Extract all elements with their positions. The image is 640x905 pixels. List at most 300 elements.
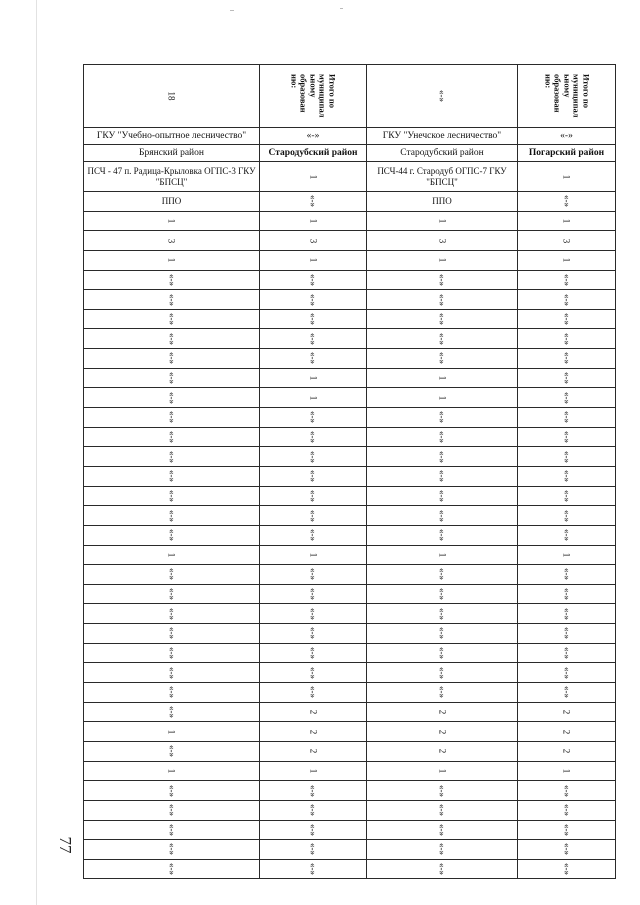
- cell-value: «-»: [166, 509, 177, 522]
- table-row: [84, 486, 616, 506]
- table-cell: [260, 800, 367, 820]
- cell-value: «-»: [437, 804, 447, 817]
- cell-value: «-»: [561, 823, 572, 836]
- table-cell: [260, 820, 367, 840]
- cell-value: «-»: [166, 529, 177, 542]
- cell-value: ГКУ "Учебно-опытное лесничество": [96, 131, 247, 141]
- cell-value: 1: [561, 552, 572, 558]
- table-cell: [367, 840, 518, 860]
- table-row: [84, 128, 616, 145]
- table-row: [84, 702, 616, 722]
- cell-value: 1: [437, 552, 447, 558]
- cell-value: «-»: [308, 647, 318, 660]
- cell-value: ГКУ "Унечское лесничество": [382, 131, 502, 141]
- cell-value: «-»: [561, 313, 572, 326]
- table-cell: [84, 466, 260, 486]
- cell-value: «-»: [561, 843, 572, 856]
- cell-value: «-»: [561, 372, 572, 385]
- cell-value: «-»: [166, 313, 177, 326]
- table-row: [84, 309, 616, 329]
- header-col3-dash: «-»: [437, 90, 447, 102]
- scan-speck: [340, 8, 343, 9]
- table-cell: [367, 231, 518, 251]
- table-cell: [260, 145, 367, 162]
- cell-value: «-»: [166, 391, 177, 404]
- cell-value: 1: [166, 729, 177, 734]
- cell-value: «-»: [308, 195, 318, 208]
- cell-value: «-»: [308, 450, 318, 463]
- cell-value: «-»: [561, 332, 572, 345]
- cell-value: «-»: [308, 784, 318, 797]
- cell-value: «-»: [308, 568, 318, 581]
- cell-value: «-»: [308, 293, 318, 306]
- cell-value: «-»: [166, 823, 177, 836]
- cell-value: ПСЧ-44 г. Стародуб ОГПС-7 ГКУ "БПСЦ": [377, 166, 507, 187]
- table-cell: [518, 270, 616, 290]
- table-cell: [84, 231, 260, 251]
- table-cell: [84, 584, 260, 604]
- cell-value: «-»: [561, 470, 572, 483]
- cell-value: «-»: [166, 804, 177, 817]
- table-cell: [260, 486, 367, 506]
- table-cell: [367, 368, 518, 388]
- table-cell: [518, 162, 616, 192]
- table-cell: [367, 859, 518, 879]
- table-cell: [367, 290, 518, 310]
- cell-value: 1: [166, 218, 177, 224]
- cell-value: Стародубский район: [268, 148, 358, 158]
- table-row: [84, 840, 616, 860]
- table-cell: [367, 722, 518, 742]
- cell-value: «-»: [437, 686, 447, 699]
- table-cell: [260, 761, 367, 781]
- cell-value: «-»: [166, 647, 177, 660]
- cell-value: «-»: [166, 705, 177, 718]
- cell-value: «-»: [437, 529, 447, 542]
- cell-value: «-»: [308, 470, 318, 483]
- cell-value: «-»: [308, 352, 318, 365]
- cell-value: «-»: [166, 843, 177, 856]
- table-cell: [518, 447, 616, 467]
- header-cell-col2: [260, 65, 367, 128]
- table-cell: [518, 388, 616, 408]
- table-cell: [260, 565, 367, 585]
- table-cell: [367, 624, 518, 644]
- table-cell: [84, 250, 260, 270]
- table-row: [84, 761, 616, 781]
- cell-value: 1: [308, 552, 318, 558]
- cell-value: 2: [561, 749, 572, 754]
- table-cell: [518, 466, 616, 486]
- table-row: [84, 859, 616, 879]
- table-cell: [84, 604, 260, 624]
- cell-value: 1: [166, 257, 177, 263]
- cell-value: «-»: [437, 647, 447, 660]
- cell-value: «-»: [437, 509, 447, 522]
- table-cell: [518, 840, 616, 860]
- table-row: [84, 781, 616, 801]
- cell-value: «-»: [561, 627, 572, 640]
- cell-value: «-»: [306, 131, 320, 141]
- table-cell: [260, 840, 367, 860]
- cell-value: «-»: [308, 529, 318, 542]
- table-cell: [367, 663, 518, 683]
- cell-value: «-»: [437, 313, 447, 326]
- cell-value: «-»: [308, 686, 318, 699]
- cell-value: «-»: [166, 431, 177, 443]
- cell-value: «-»: [561, 509, 572, 522]
- cell-value: «-»: [166, 745, 177, 758]
- cell-value: «-»: [166, 627, 177, 640]
- cell-value: «-»: [166, 372, 177, 385]
- table-cell: [84, 781, 260, 801]
- cell-value: «-»: [561, 529, 572, 542]
- cell-value: «-»: [437, 784, 447, 797]
- cell-value: «-»: [437, 470, 447, 483]
- header-cell-col3: [367, 65, 518, 128]
- header-cell-col1: [84, 65, 260, 128]
- cell-value: 1: [561, 218, 572, 224]
- table-cell: [367, 466, 518, 486]
- table-row: [84, 584, 616, 604]
- header-label-line: Итого по: [327, 74, 338, 109]
- header-col4-total-label: [543, 74, 591, 118]
- table-row: [84, 329, 616, 349]
- table-cell: [84, 840, 260, 860]
- table-row: [84, 349, 616, 369]
- table-cell: [84, 820, 260, 840]
- table-row: [84, 545, 616, 565]
- scan-edge-line: [36, 0, 37, 905]
- table-row: [84, 506, 616, 526]
- cell-value: 1: [561, 257, 572, 263]
- table-cell: [367, 702, 518, 722]
- cell-value: 2: [308, 729, 318, 734]
- table-cell: [84, 525, 260, 545]
- table-cell: [367, 781, 518, 801]
- table-cell: [518, 683, 616, 703]
- forest-fire-resources-table: [83, 64, 616, 879]
- cell-value: «-»: [308, 843, 318, 856]
- header-label-line: ьному: [562, 74, 573, 98]
- table-row: [84, 145, 616, 162]
- cell-value: «-»: [166, 411, 177, 424]
- cell-value: 3: [437, 238, 447, 243]
- table-cell: [367, 329, 518, 349]
- table-cell: [518, 781, 616, 801]
- cell-value: «-»: [561, 195, 572, 208]
- table-cell: [84, 624, 260, 644]
- cell-value: «-»: [561, 431, 572, 443]
- table-cell: [84, 128, 260, 145]
- cell-value: 1: [437, 395, 447, 400]
- table-cell: [367, 211, 518, 231]
- cell-value: «-»: [166, 686, 177, 699]
- cell-value: «-»: [437, 450, 447, 463]
- cell-value: «-»: [308, 273, 318, 286]
- table-cell: [84, 162, 260, 192]
- table-cell: [260, 604, 367, 624]
- header-label-line: ию:: [543, 74, 554, 89]
- table-cell: [518, 309, 616, 329]
- cell-value: 2: [561, 729, 572, 734]
- cell-value: «-»: [437, 273, 447, 286]
- table-row: [84, 408, 616, 428]
- cell-value: 1: [166, 768, 177, 774]
- cell-value: «-»: [561, 686, 572, 699]
- table-cell: [84, 329, 260, 349]
- cell-value: «-»: [561, 391, 572, 404]
- cell-value: «-»: [308, 411, 318, 424]
- table-row: [84, 231, 616, 251]
- cell-value: 1: [437, 257, 447, 263]
- table-cell: [84, 741, 260, 761]
- cell-value: «-»: [437, 607, 447, 620]
- table-cell: [84, 447, 260, 467]
- cell-value: «-»: [308, 627, 318, 640]
- table-cell: [84, 506, 260, 526]
- table-cell: [367, 486, 518, 506]
- table-cell: [84, 192, 260, 212]
- cell-value: «-»: [561, 411, 572, 424]
- cell-value: 1: [437, 218, 447, 224]
- cell-value: «-»: [166, 332, 177, 345]
- table-cell: [84, 565, 260, 585]
- cell-value: 1: [561, 174, 572, 179]
- cell-value: «-»: [561, 863, 572, 876]
- table-cell: [518, 643, 616, 663]
- table-cell: [260, 408, 367, 428]
- table-cell: [260, 643, 367, 663]
- cell-value: «-»: [166, 588, 177, 601]
- header-label-line: ьному: [308, 74, 319, 98]
- table-cell: [260, 506, 367, 526]
- table-cell: [518, 427, 616, 447]
- table-cell: [518, 663, 616, 683]
- table-cell: [518, 761, 616, 781]
- cell-value: «-»: [437, 332, 447, 345]
- table-cell: [260, 525, 367, 545]
- cell-value: ППО: [432, 196, 452, 207]
- cell-value: 2: [437, 729, 447, 734]
- cell-value: «-»: [437, 666, 447, 679]
- table-cell: [518, 192, 616, 212]
- table-cell: [260, 781, 367, 801]
- header-label-line: муниципал: [571, 74, 582, 118]
- table-cell: [367, 349, 518, 369]
- table-row: [84, 722, 616, 742]
- table-row: [84, 388, 616, 408]
- table-row: [84, 162, 616, 192]
- table-cell: [367, 250, 518, 270]
- table-cell: [260, 309, 367, 329]
- cell-value: «-»: [437, 411, 447, 424]
- cell-value: «-»: [166, 293, 177, 306]
- header-cell-col4: [518, 65, 616, 128]
- table-cell: [367, 741, 518, 761]
- cell-value: «-»: [308, 431, 318, 443]
- table-cell: [260, 702, 367, 722]
- table-row: [84, 270, 616, 290]
- table-cell: [518, 506, 616, 526]
- cell-value: «-»: [308, 332, 318, 345]
- cell-value: 1: [308, 375, 318, 381]
- table-cell: [84, 722, 260, 742]
- cell-value: «-»: [561, 607, 572, 620]
- table-cell: [84, 270, 260, 290]
- table-cell: [84, 211, 260, 231]
- table-cell: [518, 820, 616, 840]
- cell-value: «-»: [166, 352, 177, 365]
- cell-value: «-»: [561, 588, 572, 601]
- table-cell: [518, 368, 616, 388]
- cell-value: 1: [437, 375, 447, 381]
- cell-value: «-»: [166, 607, 177, 620]
- cell-value: «-»: [437, 489, 447, 502]
- cell-value: 2: [437, 709, 447, 715]
- table-cell: [367, 309, 518, 329]
- table-cell: [260, 683, 367, 703]
- table-row: [84, 624, 616, 644]
- table-cell: [518, 741, 616, 761]
- table-cell: [518, 525, 616, 545]
- table-cell: [260, 368, 367, 388]
- table-cell: [84, 683, 260, 703]
- table-cell: [367, 192, 518, 212]
- table-cell: [260, 128, 367, 145]
- cell-value: «-»: [561, 489, 572, 502]
- table-row: [84, 683, 616, 703]
- table-cell: [367, 408, 518, 428]
- table-cell: [518, 145, 616, 162]
- cell-value: «-»: [561, 450, 572, 463]
- cell-value: «-»: [166, 489, 177, 502]
- table-cell: [518, 800, 616, 820]
- cell-value: 1: [308, 395, 318, 400]
- cell-value: «-»: [308, 607, 318, 620]
- cell-value: «-»: [560, 131, 573, 141]
- table-row: [84, 741, 616, 761]
- table-row: [84, 663, 616, 683]
- cell-value: «-»: [561, 804, 572, 817]
- table-cell: [84, 309, 260, 329]
- cell-value: «-»: [166, 568, 177, 581]
- scan-speck: [230, 10, 234, 11]
- table-row: [84, 250, 616, 270]
- table-cell: [260, 329, 367, 349]
- table-cell: [260, 211, 367, 231]
- table-cell: [260, 447, 367, 467]
- cell-value: «-»: [437, 431, 447, 443]
- table-cell: [518, 486, 616, 506]
- table-cell: [518, 604, 616, 624]
- cell-value: Погарский район: [528, 148, 605, 158]
- table-cell: [518, 702, 616, 722]
- table-row: [84, 211, 616, 231]
- table-cell: [518, 211, 616, 231]
- cell-value: Стародубский район: [400, 148, 484, 158]
- table-cell: [518, 128, 616, 145]
- table-cell: [518, 859, 616, 879]
- table-cell: [367, 584, 518, 604]
- cell-value: 1: [561, 768, 572, 774]
- cell-value: 1: [308, 218, 318, 224]
- table-cell: [260, 722, 367, 742]
- cell-value: «-»: [437, 352, 447, 365]
- cell-value: Брянский район: [139, 148, 204, 158]
- table-cell: [260, 231, 367, 251]
- table-row: [84, 800, 616, 820]
- header-label-line: муниципал: [318, 74, 329, 118]
- table-cell: [518, 290, 616, 310]
- table-row: [84, 368, 616, 388]
- cell-value: «-»: [308, 666, 318, 679]
- table-row: [84, 290, 616, 310]
- cell-value: «-»: [166, 863, 177, 876]
- table-cell: [84, 761, 260, 781]
- table-row: [84, 427, 616, 447]
- table-cell: [84, 408, 260, 428]
- table-cell: [260, 290, 367, 310]
- table-cell: [84, 663, 260, 683]
- cell-value: «-»: [561, 784, 572, 797]
- cell-value: «-»: [308, 863, 318, 876]
- table-row: [84, 525, 616, 545]
- cell-value: «-»: [166, 273, 177, 286]
- cell-value: «-»: [561, 666, 572, 679]
- table-cell: [518, 722, 616, 742]
- table-cell: [518, 624, 616, 644]
- cell-value: 2: [308, 749, 318, 754]
- table-cell: [367, 525, 518, 545]
- table-cell: [260, 859, 367, 879]
- table-cell: [84, 545, 260, 565]
- table-cell: [367, 427, 518, 447]
- cell-value: «-»: [561, 352, 572, 365]
- cell-value: 1: [308, 768, 318, 774]
- table-cell: [367, 565, 518, 585]
- table-cell: [367, 145, 518, 162]
- cell-value: «-»: [561, 293, 572, 306]
- cell-value: «-»: [308, 509, 318, 522]
- table-cell: [260, 162, 367, 192]
- table-cell: [367, 800, 518, 820]
- table-cell: [367, 506, 518, 526]
- cell-value: «-»: [308, 823, 318, 836]
- header-label-line: ию:: [289, 74, 300, 89]
- cell-value: 1: [308, 174, 318, 179]
- table-cell: [367, 388, 518, 408]
- cell-value: 2: [437, 749, 447, 754]
- cell-value: 1: [437, 768, 447, 774]
- table-cell: [260, 741, 367, 761]
- table-cell: [84, 859, 260, 879]
- header-label-line: образован: [299, 74, 310, 113]
- table-cell: [367, 270, 518, 290]
- cell-value: «-»: [166, 450, 177, 463]
- table-cell: [260, 250, 367, 270]
- cell-value: «-»: [561, 273, 572, 286]
- table-cell: [84, 800, 260, 820]
- cell-value: «-»: [166, 784, 177, 797]
- cell-value: «-»: [437, 627, 447, 640]
- table-cell: [367, 447, 518, 467]
- table-cell: [518, 250, 616, 270]
- table-cell: [367, 683, 518, 703]
- cell-value: ПСЧ - 47 п. Радица-Крыловка ОГПС-3 ГКУ "БПСЦ": [87, 166, 256, 187]
- table-cell: [84, 290, 260, 310]
- table-cell: [260, 349, 367, 369]
